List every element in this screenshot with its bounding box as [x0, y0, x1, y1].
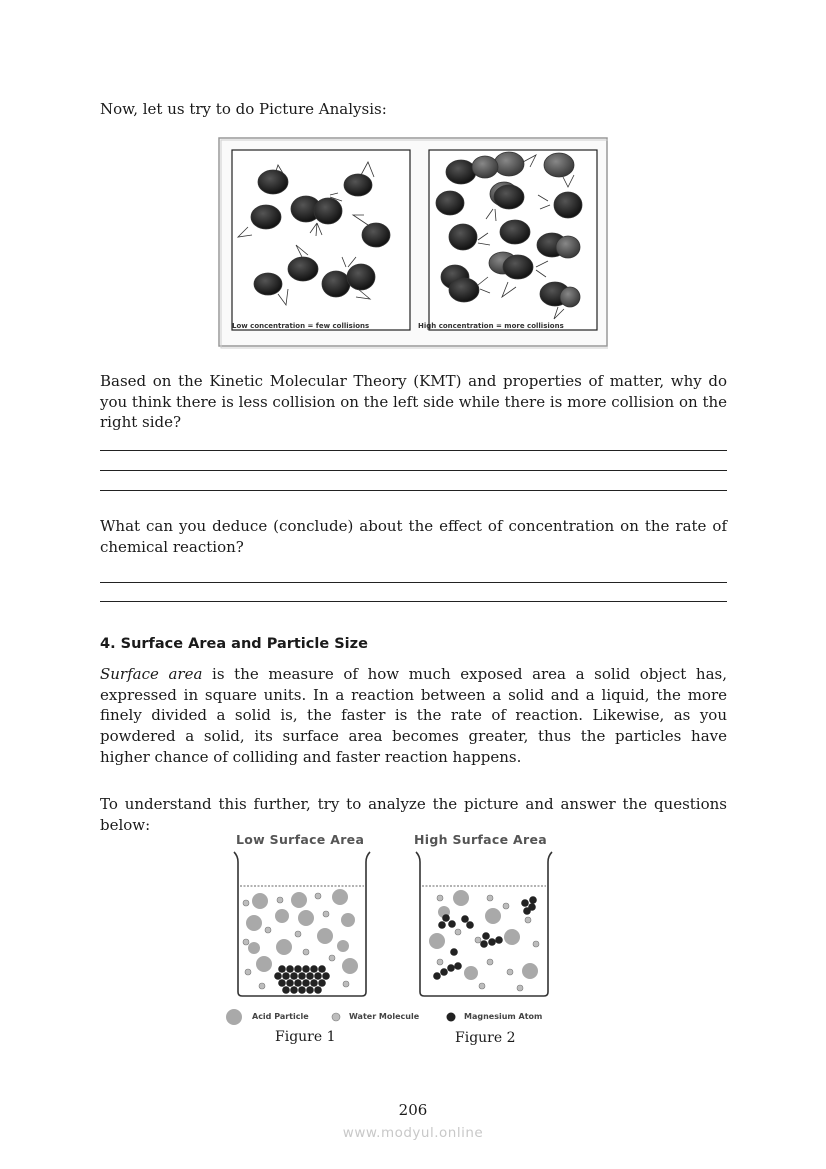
section-body-text: is the measure of how much exposed area a solid object has, expressed in square units. In a reaction between a solid and a liquid, the more finely divided a solid is, the faster is the rate of reaction. Likewise, as you powdered a solid, its surface area becomes greater, thus the particles have higher chance of colliding and faster reaction happens.	[100, 665, 727, 766]
concentration-figure	[218, 137, 608, 349]
beaker2-title: High Surface Area	[414, 832, 547, 847]
answer-line[interactable]	[100, 470, 727, 471]
magnesium-atom-icon	[445, 1011, 457, 1023]
beaker1-title: Low Surface Area	[236, 832, 365, 847]
answer-line[interactable]	[100, 601, 727, 602]
legend-magnesium-atom: Magnesium Atom	[464, 1012, 543, 1021]
instruction-text: To understand this further, try to analyze the picture and answer the questions below:	[100, 795, 727, 834]
surface-area-term: Surface area	[100, 665, 203, 683]
legend-acid-particle: Acid Particle	[252, 1012, 309, 1021]
figure-2-label: Figure 2	[455, 1030, 516, 1046]
figure-1-label: Figure 1	[275, 1029, 336, 1045]
beaker1-particles	[243, 889, 358, 994]
question-2: What can you deduce (conclude) about the effect of concentration on the rate of chemical reaction?	[100, 517, 727, 556]
high-concentration-caption: High concentration = more collisions	[418, 322, 564, 330]
page-number: 206	[398, 1101, 428, 1119]
legend-water-molecule: Water Molecule	[349, 1012, 420, 1021]
intro-text: Now, let us try to do Picture Analysis:	[100, 100, 387, 118]
answer-line[interactable]	[100, 582, 727, 583]
footer-watermark: www.modyul.online	[342, 1125, 484, 1141]
collision-diagram	[218, 137, 608, 349]
acid-particle-icon	[224, 1008, 244, 1026]
answer-line[interactable]	[100, 450, 727, 451]
section-heading: 4. Surface Area and Particle Size	[100, 636, 368, 652]
surface-area-beakers	[228, 848, 558, 998]
question-1: Based on the Kinetic Molecular Theory (KMT) and properties of matter, why do you think there is less collision on the left side while there is more collision on the right side?	[100, 372, 728, 432]
water-molecule-icon	[330, 1011, 342, 1023]
beaker2-particles	[429, 890, 539, 991]
section-body	[100, 664, 727, 768]
answer-line[interactable]	[100, 490, 727, 491]
low-concentration-caption: Low concentration = few collisions	[232, 322, 370, 330]
